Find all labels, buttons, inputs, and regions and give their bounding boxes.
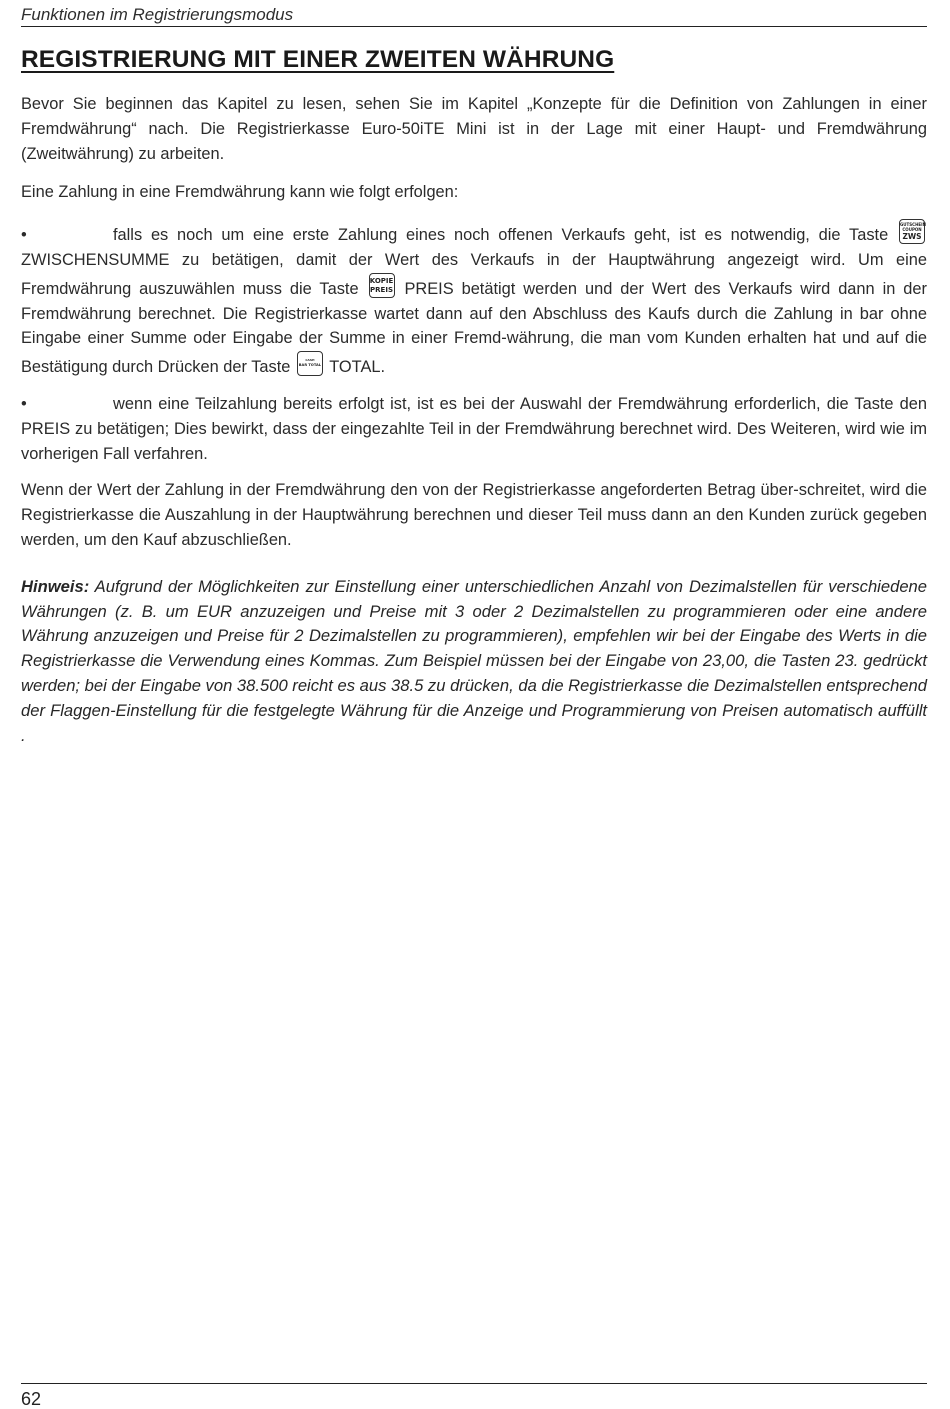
bullet1-text-part2: ZWISCHENSUMME zu betätigen, damit der Wert des Verkaufs in der Hauptwährung angezeigt wird. Um eine Fremdwährung auszuwählen muss die Taste [21, 250, 927, 298]
bullet-symbol: • [21, 226, 27, 245]
running-title: Funktionen im Registrierungsmodus [21, 5, 294, 24]
note-block [21, 575, 927, 749]
bullet-item-first-payment [21, 219, 927, 380]
note-label: Hinweis: [21, 576, 90, 596]
zws-key-icon: GUTSCHEIN COUPON ZWS [899, 219, 925, 244]
bullet1-text-part1: falls es noch um eine erste Zahlung eines noch offenen Verkaufs geht, ist es notwendig, die Taste [113, 226, 889, 245]
page-number: 62 [21, 1389, 42, 1409]
bullet-item-partial-payment [21, 392, 927, 466]
note-text: Aufgrund der Möglichkeiten zur Einstellung einer unterschiedlichen Anzahl von Dezimalstellen für verschiedene Währungen (z. B. um EUR anzuzeigen und Preise mit 3 oder 2 Dezimalstellen zu programmieren oder eine andere Währung anzuzeigen und Preise für 2 Dezimalstellen zu programmieren), empfehlen wir bei der Eingabe des Werts in die Registrierkasse die Verwendung eines Kommas. Zum Beispiel müssen bei der Eingabe von 23,00, die Tasten 23. gedrückt werden; bei der Eingabe von 38.500 reicht es aus 38.5 zu drücken, da die Registrierkasse die Dezimalstellen entsprechend der Flaggen-Einstellung für die festgelegte Währung für die Anzeige und Programmierung von Preisen automatisch auffüllt . [21, 576, 928, 745]
bullet1-text-part4: TOTAL. [329, 358, 386, 377]
page-footer [21, 1383, 927, 1409]
total-key-icon: CASH BAR TOTAL [297, 351, 323, 376]
bullet2-text: wenn eine Teilzahlung bereits erfolgt ist, ist es bei der Auswahl der Fremdwährung erforderlich, die Taste den PREIS zu betätigen; Dies bewirkt, dass der eingezahlte Teil in der Fremdwährung berechnet wird. Des Weiteren, wird wie im vorherigen Fall verfahren. [21, 394, 927, 463]
page-title: REGISTRIERUNG MIT EINER ZWEITEN WÄHRUNG [21, 46, 615, 73]
change-paragraph: Wenn der Wert der Zahlung in der Fremdwährung den von der Registrierkasse angeforderten Betrag über-schreitet, wird die Registrierkasse die Auszahlung in der Hauptwährung berechnen und dieser Teil muss dann an den Kunden zurück gegeben werden, um den Kauf abzuschließen. [21, 481, 927, 549]
preis-key-icon: KOPIE PREIS [369, 273, 395, 298]
running-header [21, 4, 927, 27]
lead-paragraph: Eine Zahlung in eine Fremdwährung kann wie folgt erfolgen: [21, 183, 459, 202]
body-content [21, 92, 927, 748]
bullet-symbol: • [21, 394, 27, 413]
bullet1-text-part3: PREIS betätigt werden und der Wert des Verkaufs wird dann in der Fremdwährung berechnet. Die Registrierkasse wartet dann auf den Abschluss des Kaufs durch die Zahlung in bar ohne Eingabe einer Summe oder Eingabe der Summe in einer Fremd-währung, die man vom Kunden erhalten hat und auf die Bestätigung durch Drücken der Taste [21, 279, 927, 377]
intro-paragraph: Bevor Sie beginnen das Kapitel zu lesen, sehen Sie im Kapitel „Konzepte für die Definition von Zahlungen in einer Fremdwährung“ nach. Die Registrierkasse Euro-50iTE Mini ist in der Lage mit einer Haupt- und Fremdwährung (Zweitwährung) zu arbeiten. [21, 95, 927, 163]
